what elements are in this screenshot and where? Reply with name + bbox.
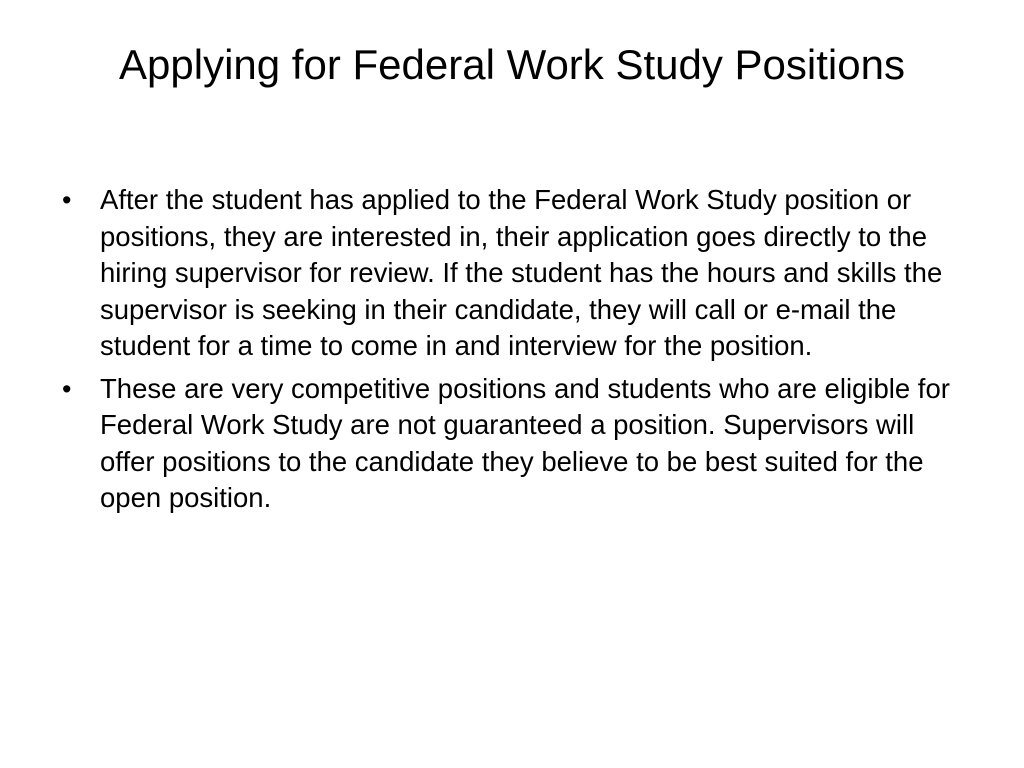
bullet-icon: • xyxy=(62,185,72,215)
bullet-icon: • xyxy=(62,373,72,404)
bullet-item-2 xyxy=(60,371,965,517)
slide-title: Applying for Federal Work Study Positions xyxy=(119,41,905,88)
bullet-text: These are very competitive positions and students who are eligible for Federal Work Study are not guaranteed a position. Supervisors will offer positions to the candidate they believe to be best suited for the open position. xyxy=(100,372,950,513)
bullet-list xyxy=(60,182,965,523)
bullet-text: After the student has applied to the Federal Work Study position or positions, they are interested in, their application goes directly to the hiring supervisor for review. If the student has the hours and skills the supervisor is seeking in their candidate, they will call or e-mail the student for a time to come in and interview for the position. xyxy=(100,184,943,361)
bullet-item-1 xyxy=(60,182,965,365)
